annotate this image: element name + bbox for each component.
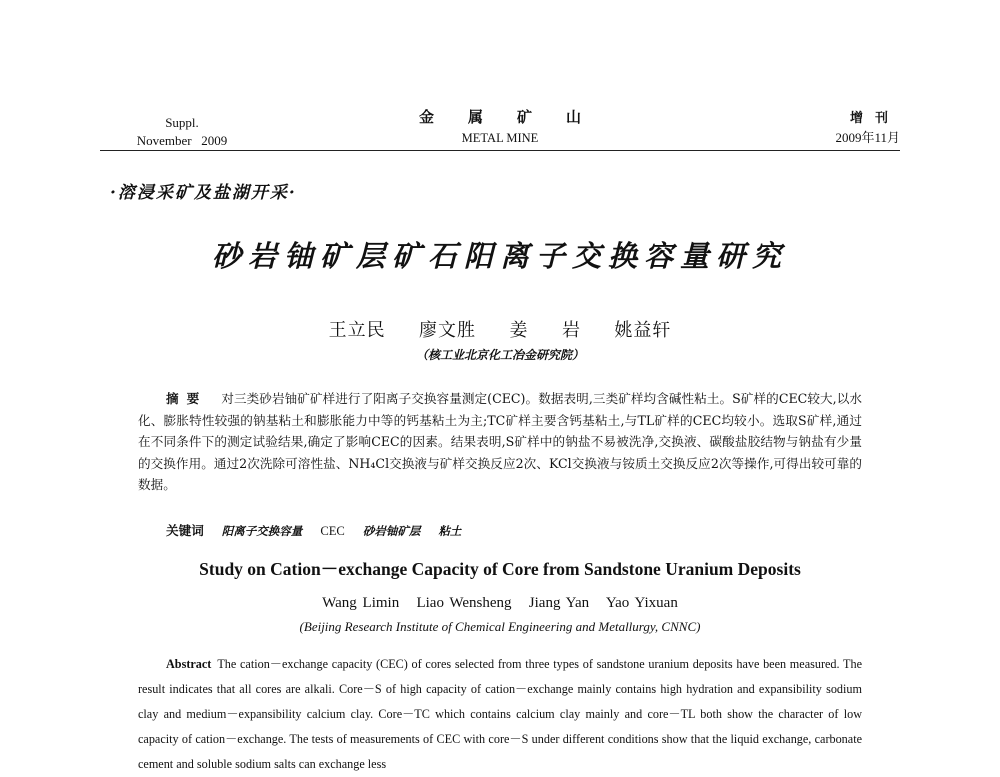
- issue-date-cn: 2009年11月: [835, 130, 900, 145]
- abstract-en-label: Abstract: [166, 657, 212, 671]
- article-title-cn: 砂岩铀矿层矿石阳离子交换容量研究: [211, 239, 788, 273]
- authors-en: Wang Limin Liao Wensheng Jiang Yan Yao Yixuan: [322, 595, 678, 611]
- journal-name-en: METAL MINE: [461, 131, 539, 145]
- running-header-center: [380, 106, 620, 146]
- abstract-en-text: The cation－exchange capacity (CEC) of cores selected from three types of sandstone uranium deposits have been measured. The result indicates that all cores are alkali. Core－S of high capacity of cation－exchange mainly contains high hydration and expansibility sodium clay and medium－expansibility calcium clay. Core－TC which contains calcium clay mainly and core－TL both show the character of low capacity of cation－exchange. The tests of measurements of CEC with core－S under different conditions show that the liquid exchange, carbonate cement and soluble sodium salts can exchange less: [138, 657, 862, 771]
- supplement-label: Suppl.: [165, 115, 199, 130]
- issue-date-en: November 2009: [136, 133, 228, 148]
- keywords-cn-label: 关键词: [166, 523, 204, 538]
- running-header-right: [790, 108, 900, 148]
- abstract-cn: [138, 388, 862, 496]
- abstract-en: [138, 652, 862, 777]
- journal-name-cn: 金属矿山: [418, 108, 615, 126]
- keyword-item: CEC: [320, 524, 345, 538]
- abstract-cn-text: 对三类砂岩铀矿矿样进行了阳离子交换容量测定(CEC)。数据表明,三类矿样均含碱性粘土。S矿样的CEC较大,以水化、膨胀特性较强的钠基粘土和膨胀能力中等的钙基粘土为主;TC矿样主要含钙基粘土,与TL矿样的CEC均较小。选取S矿样,通过在不同条件下的测定试验结果,确定了影响CEC的因素。结果表明,S矿样中的钠盐不易被洗净,交换液、碳酸盐胶结物与钠盐有少量的交换作用。通过2次洗除可溶性盐、NH₄Cl交换液与矿样交换反应2次、KCl交换液与铵质土交换反应2次等操作,可得出较可靠的数据。: [138, 391, 863, 492]
- keyword-item: 阳离子交换容量: [221, 524, 303, 538]
- keyword-item: 砂岩铀矿层: [362, 524, 421, 538]
- section-label: ·溶浸采矿及盐湖开采·: [110, 183, 297, 203]
- keywords-cn: [166, 520, 475, 539]
- abstract-cn-label: 摘要: [166, 391, 208, 406]
- authors-cn: 王立民 廖文胜 姜 岩 姚益轩: [328, 320, 672, 341]
- affiliation-en: (Beijing Research Institute of Chemical Engineering and Metallurgy, CNNC): [299, 619, 701, 634]
- supplement-label-cn: 增刊: [849, 110, 900, 125]
- running-header-left: [112, 114, 252, 150]
- affiliation-cn: （核工业北京化工冶金研究院）: [415, 348, 584, 362]
- header-rule: [100, 150, 900, 151]
- keyword-item: 粘土: [438, 524, 462, 538]
- article-title-en: Study on Cation－exchange Capacity of Core from Sandstone Uranium Deposits: [199, 559, 801, 579]
